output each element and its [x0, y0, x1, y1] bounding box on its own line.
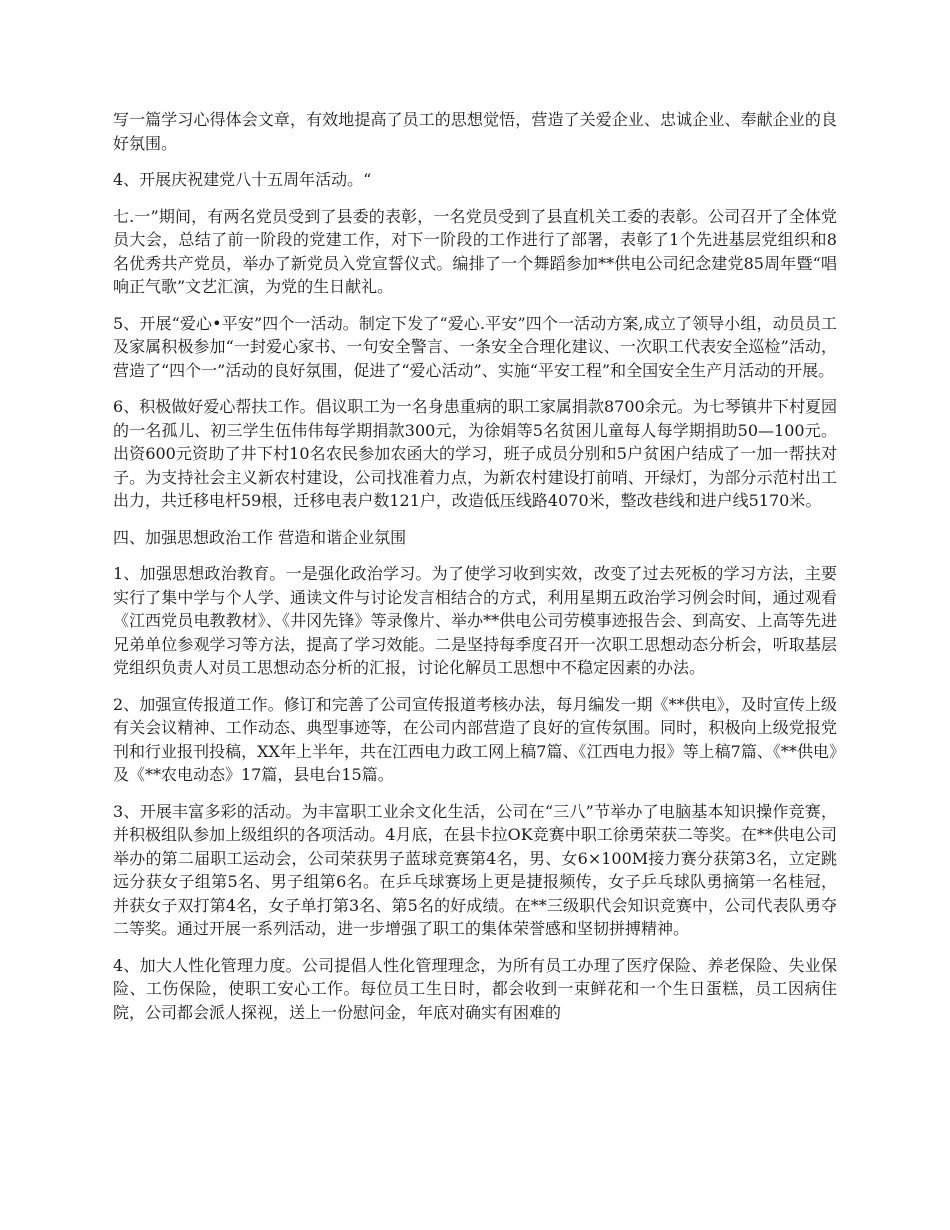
- document-page: [113, 108, 837, 1037]
- paragraph-party-anniversary-heading: 4、开展庆祝建党八十五周年活动。“: [113, 170, 372, 189]
- paragraph-publicity-reporting: 2、加强宣传报道工作。修订和完善了公司宣传报道考核办法，每月编发一期《**供电》，及时宣传上级有关会议精神、工作动态、典型事迹等，在公司内部营造了良好的宣传氛围。同时，积极向上级党报党刊和行业报刊投稿，XX年上半年，共在江西电力政工网上稿7篇、《江西电力报》等上稿7篇、《**供电》及《**农电动态》17篇，县电台15篇。: [113, 694, 837, 784]
- paragraph-love-safety-activity: 5、开展“爱心•平安”四个一活动。制定下发了“爱心.平安”四个一活动方案,成立了领导小组，动员员工及家属积极参加“一封爱心家书、一句安全警言、一条安全合理化建议、一次职工代表安全巡检”活动，营造了“四个一”活动的良好氛围，促进了“爱心活动”、实施“平安工程”和全国安全生产月活动的开展。: [113, 313, 837, 380]
- paragraph-study-summary: 写一篇学习心得体会文章，有效地提高了员工的思想觉悟，营造了关爱企业、忠诚企业、奉献企业的良好氛围。: [113, 110, 837, 153]
- paragraph-political-education: 1、加强思想政治教育。一是强化政治学习。为了使学习收到实效，改变了过去死板的学习方法，主要实行了集中学与个人学、通读文件与讨论发言相结合的方式，利用星期五政治学习例会时间，通过观看《江西党员电教教材》、《井冈先锋》等录像片、举办**供电公司劳模事迹报告会、到高安、上高等先进兄弟单位参观学习等方法，提高了学习效能。二是坚持每季度召开一次职工思想动态分析会，听取基层党组织负责人对员工思想动态分析的汇报，讨论化解员工思想中不稳定因素的办法。: [113, 564, 837, 677]
- paragraph-humanized-management: 4、加大人性化管理力度。公司提倡人性化管理理念，为所有员工办理了医疗保险、养老保险、失业保险、工伤保险，使职工安心工作。每位员工生日时，都会收到一束鲜花和一个生日蛋糕，员工因病住院，公司都会派人探视，送上一份慰问金，年底对确实有困难的: [113, 955, 837, 1022]
- paragraph-july-first-commendation: 七.一”期间，有两名党员受到了县委的表彰，一名党员受到了县直机关工委的表彰。公司召开了全体党员大会，总结了前一阶段的党建工作，对下一阶段的工作进行了部署，表彰了1个先进基层党组织和8名优秀共产党员，举办了新党员入党宣誓仪式。编排了一个舞蹈参加**供电公司纪念建党85周年暨“唱响正气歌”文艺汇演，为党的生日献礼。: [113, 206, 837, 296]
- paragraph-cultural-activities: 3、开展丰富多彩的活动。为丰富职工业余文化生活，公司在“三八”节举办了电脑基本知识操作竞赛，并积极组队参加上级组织的各项活动。4月底，在县卡拉OK竞赛中职工徐勇荣获二等奖。在**供电公司举办的第二届职工运动会，公司荣获男子蓝球竞赛第4名，男、女6×100M接力赛分获第3名，立定跳远分获女子组第5名、男子组第6名。在乒乓球赛场上更是捷报频传，女子乒乓球队勇摘第一名桂冠，并获女子双打第4名，女子单打第3名、第5名的好成绩。在**三级职代会知识竞赛中，公司代表队勇夺二等奖。通过开展一系列活动，进一步增强了职工的集体荣誉感和坚韧拼搏精神。: [113, 801, 837, 938]
- section-heading-ideological-work: 四、加强思想政治工作 营造和谐企业氛围: [113, 527, 407, 547]
- paragraph-charity-assistance: 6、积极做好爱心帮扶工作。倡议职工为一名身患重病的职工家属捐款8700余元。为七琴镇井下村夏园的一名孤儿、初三学生伍伟伟每学期捐款300元，为徐娟等5名贫困儿童每人每学期捐助50—100元。出资600元资助了井下村10名农民参加农函大的学习，班子成员分别和5户贫困户结成了一加一帮扶对子。为支持社会主义新农村建设，公司找准着力点，为新农村建设打前哨、开绿灯，为部分示范村出工出力，共迁移电杆59根，迁移电表户数121户，改造低压线路4070米，整改巷线和进户线5170米。: [113, 397, 837, 510]
